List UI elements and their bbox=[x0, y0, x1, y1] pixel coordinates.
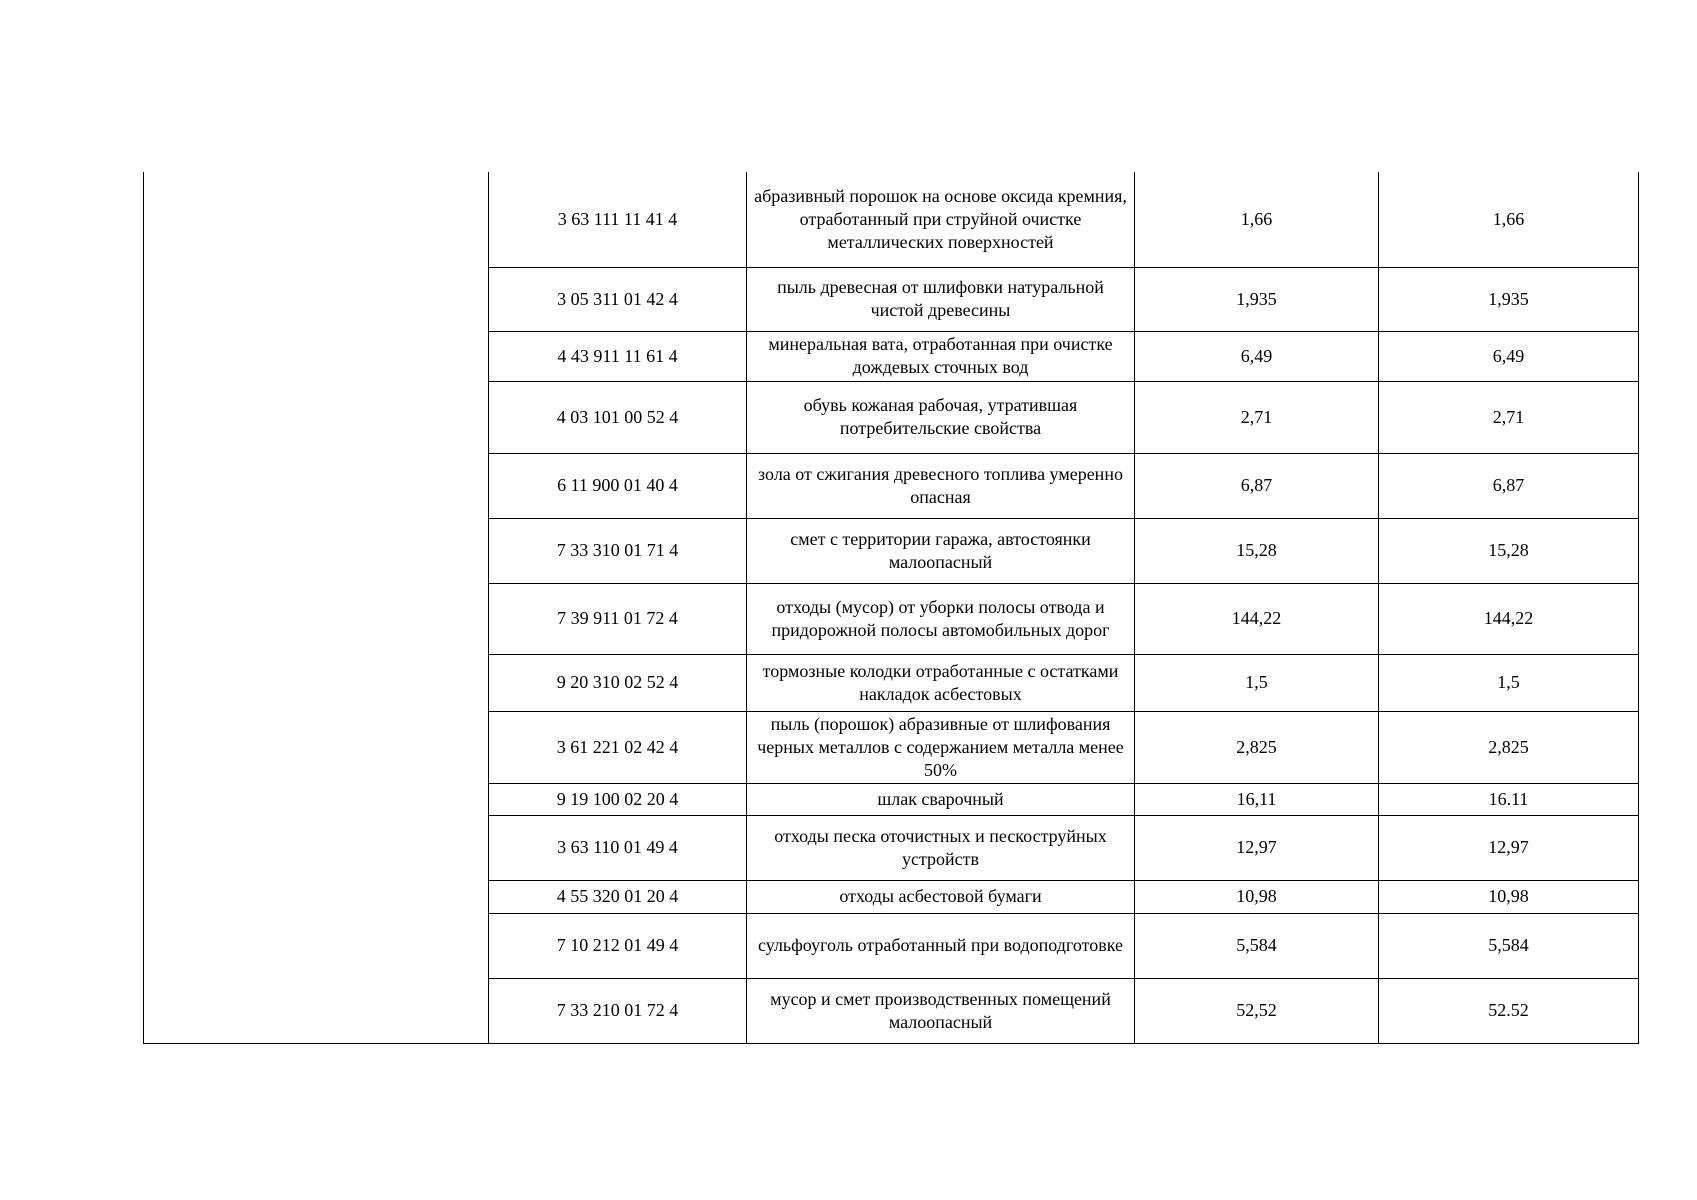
amount-cell-1: 12,97 bbox=[1135, 815, 1379, 880]
table-body bbox=[144, 172, 1639, 1043]
amount-cell-2: 6,49 bbox=[1379, 331, 1639, 381]
amount-cell-1: 144,22 bbox=[1135, 583, 1379, 654]
waste-code-cell: 9 20 310 02 52 4 bbox=[489, 654, 747, 711]
amount-cell-2: 52.52 bbox=[1379, 978, 1639, 1043]
waste-name-cell: обувь кожаная рабочая, утратившая потребительские свойства bbox=[747, 381, 1135, 453]
waste-name-cell: абразивный порошок на основе оксида кремния, отработанный при струйной очистке металлических поверхностей bbox=[747, 172, 1135, 267]
waste-code-cell: 7 33 210 01 72 4 bbox=[489, 978, 747, 1043]
amount-cell-1: 10,98 bbox=[1135, 880, 1379, 913]
amount-cell-2: 2,825 bbox=[1379, 711, 1639, 783]
waste-code-cell: 3 61 221 02 42 4 bbox=[489, 711, 747, 783]
waste-code-cell: 4 55 320 01 20 4 bbox=[489, 880, 747, 913]
amount-cell-2: 15,28 bbox=[1379, 518, 1639, 583]
amount-cell-1: 15,28 bbox=[1135, 518, 1379, 583]
amount-cell-1: 1,935 bbox=[1135, 267, 1379, 331]
amount-cell-1: 1,5 bbox=[1135, 654, 1379, 711]
waste-code-cell: 3 05 311 01 42 4 bbox=[489, 267, 747, 331]
amount-cell-2: 12,97 bbox=[1379, 815, 1639, 880]
waste-name-cell: сульфоуголь отработанный при водоподготовке bbox=[747, 913, 1135, 978]
waste-table bbox=[143, 172, 1639, 1044]
waste-code-cell: 3 63 110 01 49 4 bbox=[489, 815, 747, 880]
table-row bbox=[144, 172, 1639, 267]
empty-merged-cell bbox=[144, 172, 489, 1043]
amount-cell-2: 6,87 bbox=[1379, 453, 1639, 518]
waste-name-cell: отходы песка оточистных и пескоструйных устройств bbox=[747, 815, 1135, 880]
waste-code-cell: 7 33 310 01 71 4 bbox=[489, 518, 747, 583]
waste-name-cell: отходы асбестовой бумаги bbox=[747, 880, 1135, 913]
amount-cell-2: 2,71 bbox=[1379, 381, 1639, 453]
waste-code-cell: 7 10 212 01 49 4 bbox=[489, 913, 747, 978]
amount-cell-1: 6,87 bbox=[1135, 453, 1379, 518]
amount-cell-2: 1,66 bbox=[1379, 172, 1639, 267]
amount-cell-1: 52,52 bbox=[1135, 978, 1379, 1043]
waste-name-cell: тормозные колодки отработанные с остатками накладок асбестовых bbox=[747, 654, 1135, 711]
amount-cell-2: 5,584 bbox=[1379, 913, 1639, 978]
waste-name-cell: шлак сварочный bbox=[747, 783, 1135, 815]
waste-code-cell: 6 11 900 01 40 4 bbox=[489, 453, 747, 518]
waste-name-cell: пыль древесная от шлифовки натуральной чистой древесины bbox=[747, 267, 1135, 331]
amount-cell-1: 6,49 bbox=[1135, 331, 1379, 381]
waste-name-cell: мусор и смет производственных помещений малоопасный bbox=[747, 978, 1135, 1043]
amount-cell-1: 5,584 bbox=[1135, 913, 1379, 978]
waste-name-cell: минеральная вата, отработанная при очистке дождевых сточных вод bbox=[747, 331, 1135, 381]
amount-cell-2: 10,98 bbox=[1379, 880, 1639, 913]
amount-cell-1: 1,66 bbox=[1135, 172, 1379, 267]
amount-cell-1: 2,825 bbox=[1135, 711, 1379, 783]
amount-cell-2: 1,935 bbox=[1379, 267, 1639, 331]
waste-name-cell: отходы (мусор) от уборки полосы отвода и придорожной полосы автомобильных дорог bbox=[747, 583, 1135, 654]
waste-name-cell: зола от сжигания древесного топлива умеренно опасная bbox=[747, 453, 1135, 518]
waste-name-cell: смет с территории гаража, автостоянки малоопасный bbox=[747, 518, 1135, 583]
waste-name-cell: пыль (порошок) абразивные от шлифования черных металлов с содержанием металла менее 50% bbox=[747, 711, 1135, 783]
waste-code-cell: 4 03 101 00 52 4 bbox=[489, 381, 747, 453]
amount-cell-2: 144,22 bbox=[1379, 583, 1639, 654]
waste-code-cell: 9 19 100 02 20 4 bbox=[489, 783, 747, 815]
waste-code-cell: 3 63 111 11 41 4 bbox=[489, 172, 747, 267]
waste-code-cell: 7 39 911 01 72 4 bbox=[489, 583, 747, 654]
amount-cell-2: 1,5 bbox=[1379, 654, 1639, 711]
amount-cell-1: 16,11 bbox=[1135, 783, 1379, 815]
waste-code-cell: 4 43 911 11 61 4 bbox=[489, 331, 747, 381]
amount-cell-2: 16.11 bbox=[1379, 783, 1639, 815]
amount-cell-1: 2,71 bbox=[1135, 381, 1379, 453]
